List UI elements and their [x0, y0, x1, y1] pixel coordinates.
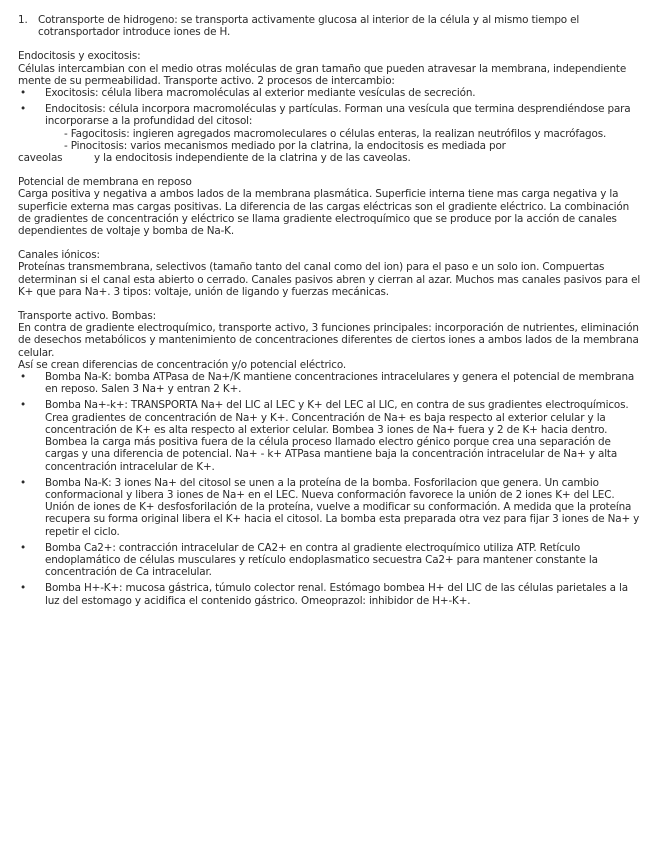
bullet-text: Bomba Na-K: 3 iones Na+ del citosol se unen a la proteína de la bomba. Fosforilacion que genera. Un cambio conformacional y libera 3 iones de Na+ en el LEC. Nueva conformación favorece la unión de 2 iones K+ del LEC. Unión de iones de K+ desfosforilación de la proteína, vuelve a modificar su conformación. A medida que la proteína recupera su forma original libera el K+ hacia el citosol. La bomba esta preparada otra vez para fijar 3 iones de Na+ y repetir el ciclo.: [45, 476, 640, 538]
bullet-dot: •: [20, 582, 26, 595]
pumps-body-2: Así se crean diferencias de concentración y/o potencial eléctrico.: [18, 358, 347, 371]
ion-channels-section: [18, 249, 642, 298]
bullet-dot: •: [20, 103, 26, 116]
phagocytosis-text: - Fagocitosis: ingieren agregados macromoleculares o células enteras, la realizan neutrófilos y macrófagos.: [64, 127, 607, 140]
bullet-dot: •: [20, 371, 26, 384]
endocytosis-section: [18, 50, 642, 164]
bullet-item: [18, 103, 642, 127]
membrane-potential-section: [18, 176, 642, 237]
bullet-dot: •: [20, 87, 26, 100]
bullet-text: Bomba Na+-k+: TRANSPORTA Na+ del LIC al LEC y K+ del LEC al LIC, en contra de sus gradientes electroquímicos. Crea gradientes de concentración de Na+ y K+. Concentración de Na+ es baja respecto al exterior celular y la concentración de K+ es alta respecto al exterior celular. Bombea 3 iones de Na+ fuera y 2 de K+ hacia dentro. Bombea la carga más positiva fuera de la célula proceso llamado electro génico porque crea una separación de cargas y una diferencia de potencial. Na+ - k+ ATPasa mantiene baja la concentración intracelular de Na+ y alta concentración intracelular de K+.: [45, 399, 629, 473]
bullet-item: [18, 582, 642, 606]
pumps-body: En contra de gradiente electroquímico, transporte activo, 3 funciones principales: incorporación de nutrientes, eliminación de desechos metabólicos y mantenimiento de concentraciones diferentes de ciertos iones a ambos lados de la membrana celular.: [18, 322, 639, 359]
membrane-potential-body: Carga positiva y negativa a ambos lados de la membrana plasmática. Superficie interna tiene mas carga negativa y la superficie externa mas cargas positivas. La diferencia de las cargas eléctricas son el gradiente eléctrico. La combinación de gradientes de concentración y eléctrico se llama gradiente electroquímico que se produce por la acción de canales dependientes de voltaje y bomba de Na-K.: [18, 188, 630, 238]
intro-item: [18, 14, 642, 38]
pumps-title: Transporte activo. Bombas:: [18, 310, 157, 323]
ion-channels-title: Canales iónicos:: [18, 249, 100, 262]
intro-text: Cotransporte de hidrogeno: se transporta activamente glucosa al interior de la célula y al mismo tiempo el cotransportador introduce iones de H.: [38, 14, 580, 39]
bullet-dot: •: [20, 476, 26, 489]
membrane-potential-title: Potencial de membrana en reposo: [18, 176, 192, 189]
intro-number: 1.: [18, 14, 28, 26]
pinocytosis-continuation: caveolas y la endocitosis independiente de la clatrina y de las caveolas.: [18, 152, 411, 165]
document-page: [18, 14, 642, 607]
bullet-item: [18, 542, 642, 579]
bullet-text: Bomba Ca2+: contracción intracelular de CA2+ en contra al gradiente electroquímico utiliza ATP. Retículo endoplamático de células musculares y retículo endoplasmatico secuestra Ca2+ para mantener constante la concentración de Ca intracelular.: [45, 541, 598, 579]
pinocytosis-text: - Pinocitosis: varios mecanismos mediado por la clatrina, la endocitosis es mediada por: [64, 139, 506, 152]
bullet-text: Exocitosis: célula libera macromoléculas al exterior mediante vesículas de secreción.: [45, 87, 476, 100]
pumps-section: [18, 310, 642, 607]
bullet-dot: •: [20, 541, 26, 554]
bullet-text: Endocitosis: célula incorpora macromoléculas y partículas. Forman una vesícula que termina desprendiéndose para incorporarse a la profundidad del citosol:: [45, 103, 631, 128]
bullet-dot: •: [20, 399, 26, 412]
bullet-text: Bomba Na-K: bomba ATPasa de Na+/K mantiene concentraciones intracelulares y genera el potencial de membrana en reposo. Salen 3 Na+ y entran 2 K+.: [45, 371, 635, 396]
endocytosis-body: Células intercambian con el medio otras moléculas de gran tamaño que pueden atravesar la membrana, independiente mente de su permeabilidad. Transporte activo. 2 procesos de intercambio:: [18, 62, 627, 87]
bullet-text: Bomba H+-K+: mucosa gástrica, túmulo colector renal. Estómago bombea H+ del LIC de las células parietales a la luz del estomago y acidifica el contenido gástrico. Omeoprazol: inhibidor de H+-K+.: [45, 582, 628, 607]
bullet-item: [18, 399, 642, 472]
bullet-item: [18, 477, 642, 538]
ion-channels-body: Proteínas transmembrana, selectivos (tamaño tanto del canal como del ion) para el paso e un solo ion. Compuertas determinan si el canal esta abierto o cerrado. Canales pasivos abren y cierran al azar. Muchos mas canales pasivos para el K+ que para Na+. 3 tipos: voltaje, unión de ligando y fuerzas mecánicas.: [18, 261, 641, 298]
bullet-item: [18, 87, 642, 99]
endocytosis-title: Endocitosis y exocitosis:: [18, 50, 141, 63]
bullet-item: [18, 371, 642, 395]
